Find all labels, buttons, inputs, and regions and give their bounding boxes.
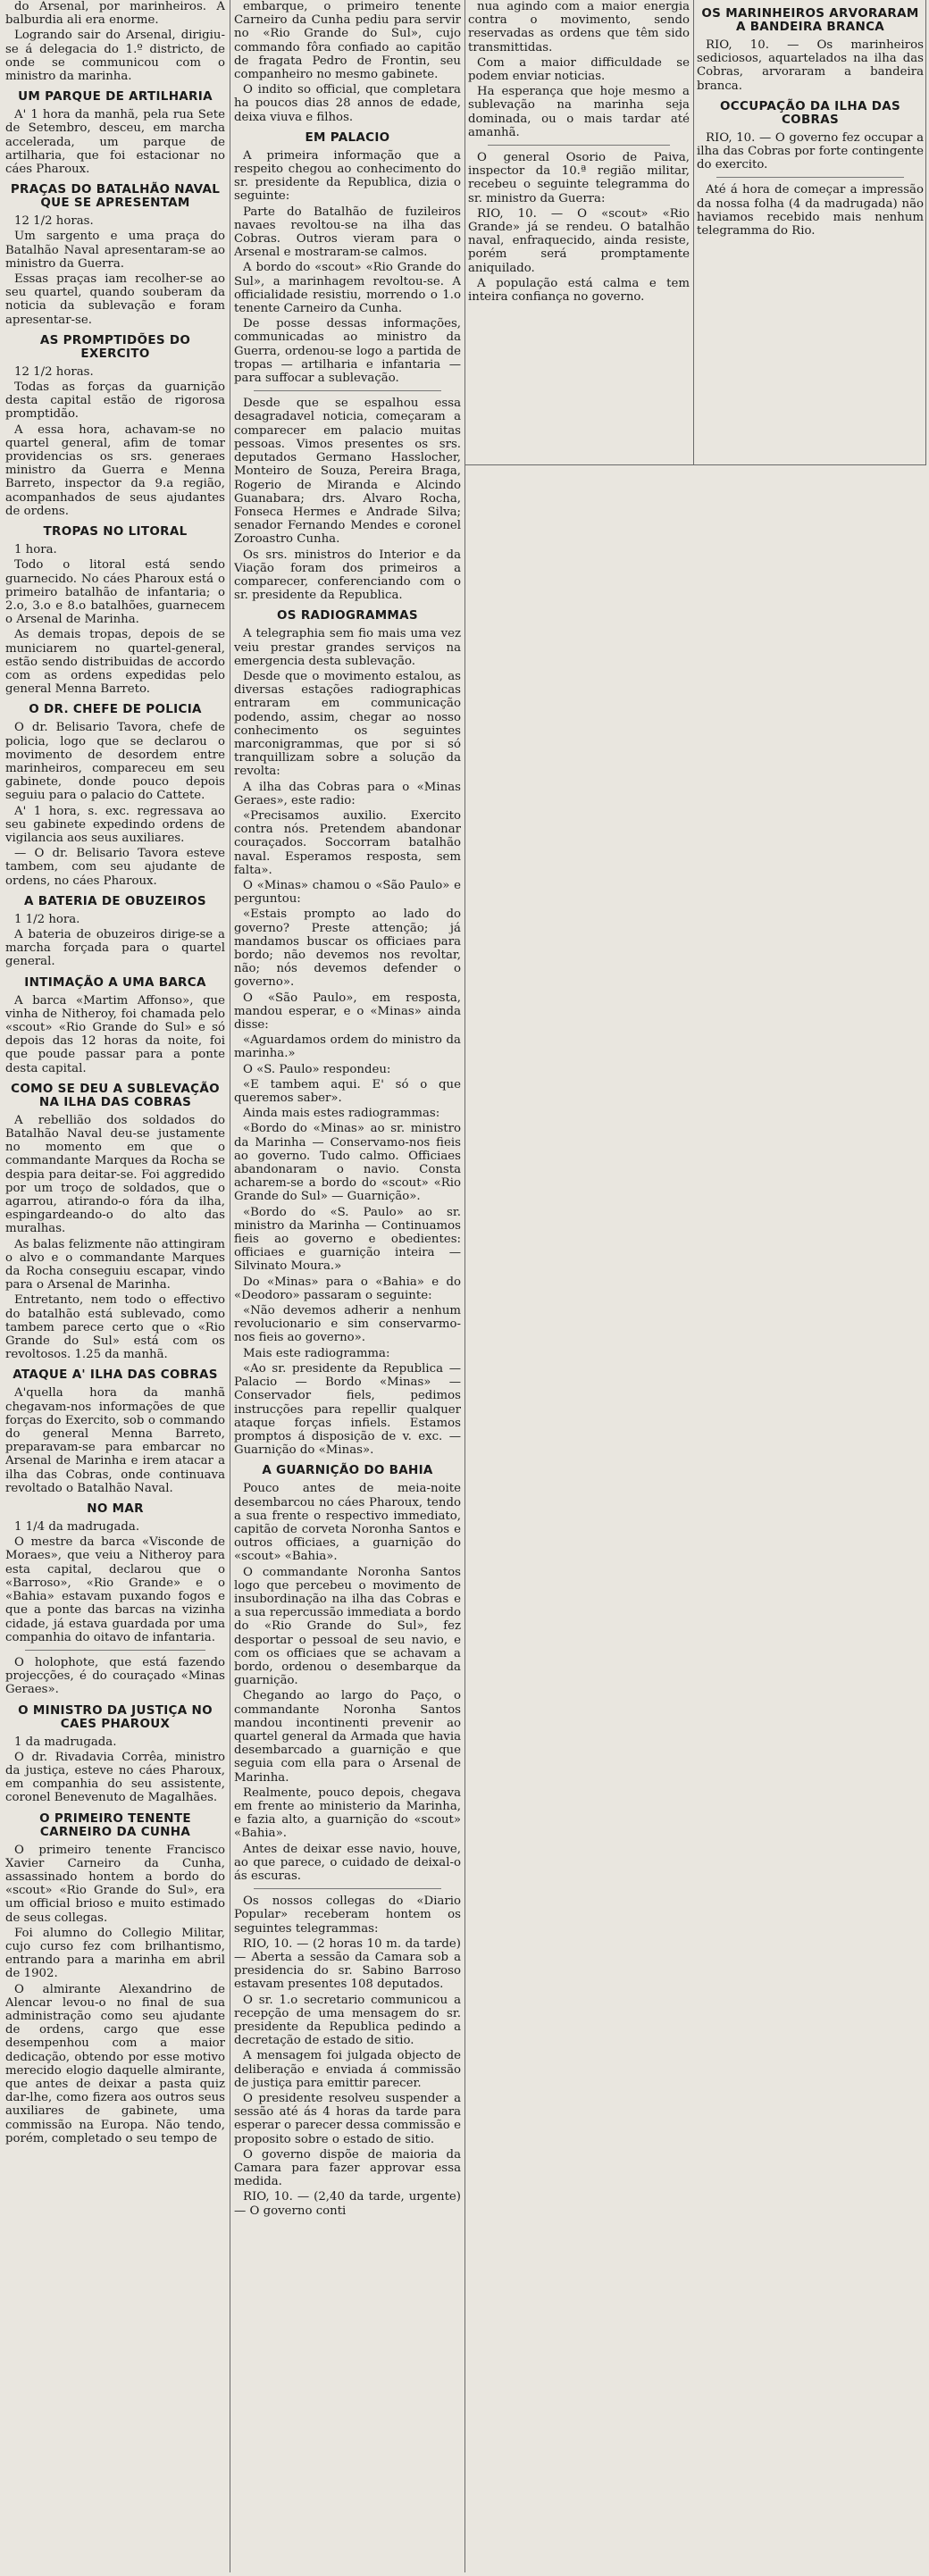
section-heading: NO MAR — [87, 1501, 144, 1517]
paragraph: O governo dispõe de maioria da Camara para fazer approvar essa medida. — [234, 2147, 461, 2189]
section-separator — [25, 1650, 205, 1651]
paragraph: «Não devemos adherir a nenhum revolucionario e sim conservarmo-nos fieis ao governo». — [234, 1304, 461, 1345]
section-separator — [716, 177, 904, 178]
paragraph: Ainda mais estes radiogrammas: — [243, 1107, 440, 1121]
paragraph: RIO, 10. — O governo fez occupar a ilha das Cobras por forte contingente do exercito. — [697, 130, 924, 172]
paragraph: O commandante Noronha Santos logo que percebeu o movimento de insubordinação na ilha das Cobras e a sua repercussão immediata a bordo do «Rio Grande do Sul», fez desportar o pessoal de seu navio, e com os officiaes que se achavam a bordo, ordenou o desembarque da guarnição. — [234, 1565, 461, 1688]
section-heading: PRAÇAS DO BATALHÃO NAVAL QUE SE APRESENTAM — [10, 182, 221, 211]
paragraph: «Bordo do «Minas» ao sr. ministro da Marinha — Conservamo-nos fieis ao governo. Tudo calmo. Officiaes abandonaram o navio. Consta acharem-se a bordo do «scout» «Rio Grande do Sul» — Guarnição». — [234, 1122, 461, 1204]
paragraph: Com a maior difficuldade se podem enviar noticias. — [468, 55, 690, 84]
paragraph: A bordo do «scout» «Rio Grande do Sul», a marinhagem revoltou-se. A officialidade resistiu, morrendo o 1.o tenente Carneiro da Cunha. — [234, 261, 461, 316]
paragraph: A rebellião dos soldados do Batalhão Naval deu-se justamente no momento em que o commandante Marques da Rocha se despia para deitar-se. Foi aggredido por um troço de soldados, que o agarrou, atirando-o fóra da ilha, espingardeando-o do alto das muralhas. — [5, 1113, 225, 1236]
paragraph: Parte do Batalhão de fuzileiros navaes revoltou-se na ilha das Cobras. Outros vieram para o Arsenal e mostraram-se calmos. — [234, 205, 461, 260]
paragraph: O mestre da barca «Visconde de Moraes», que veiu a Nitheroy para esta capital, declarou que o «Barroso», «Rio Grande» e o «Bahia» estavam puxando fogos e que a ponte das barcas na vizinha cidade, já estava guardada por uma companhia do oitavo de infantaria. — [5, 1535, 225, 1644]
section-heading: OS MARINHEIROS ARVORARAM A BANDEIRA BRANCA — [701, 6, 919, 34]
section-heading: OCCUPAÇÃO DA ILHA DAS COBRAS — [720, 98, 900, 127]
column-2 — [234, 0, 461, 2572]
paragraph: O «São Paulo», em resposta, mandou esperar, e o «Minas» ainda disse: — [234, 991, 461, 1033]
section-heading: A BATERIA DE OBUZEIROS — [24, 893, 206, 908]
paragraph: «E tambem aqui. E' só o que queremos saber». — [234, 1077, 461, 1106]
paragraph: 1 hora. — [14, 543, 57, 557]
section-separator — [254, 1888, 441, 1889]
paragraph: As balas felizmente não attingiram o alvo e o commandante Marques da Rocha conseguiu escapar, vindo para o Arsenal de Marinha. — [5, 1237, 225, 1292]
paragraph: Entretanto, nem todo o effectivo do batalhão está sublevado, como tambem parece certo que o «Rio Grande do Sul» está com os revoltosos. 1.25 da manhã. — [5, 1293, 225, 1362]
paragraph: Ha esperança que hoje mesmo a sublevação na marinha seja dominada, ou o mais tardar até amanhã. — [468, 85, 690, 139]
paragraph: 12 1/2 horas. — [14, 364, 94, 379]
paragraph: O almirante Alexandrino de Alencar levou-o no final de sua administração como seu ajudante de ordens, cargo que esse desempenhou com a maior dedicação, obtendo por esse motivo merecido elogio daquelle almirante, que antes de deixar a pasta quiz dar-lhe, como fizera aos outros seus auxiliares de gabinete, uma commissão na Europa. Não tendo, porém, completado o seu tempo de — [5, 1982, 225, 2145]
paragraph: O «Minas» chamou o «São Paulo» e perguntou: — [234, 878, 461, 907]
paragraph: O indito so official, que completara ha poucos dias 28 annos de edade, deixa viuva e filhos. — [234, 83, 461, 124]
section-heading: A GUARNIÇÃO DO BAHIA — [262, 1463, 433, 1478]
paragraph: O primeiro tenente Francisco Xavier Carneiro da Cunha, assassinado hontem a bordo do «scout» «Rio Grande do Sul», era um official brioso e muito estimado de seus collegas. — [5, 1843, 225, 1925]
column-rule — [464, 0, 465, 2572]
paragraph: Chegando ao largo do Paço, o commandante Noronha Santos mandou incontinenti prevenir ao quartel general da Armada que havia desembarcado a guarnição e que seguia com ella para o Arsenal de Marinha. — [234, 1689, 461, 1785]
paragraph: O sr. 1.o secretario communicou a recepção de uma mensagem do sr. presidente da Republica pedindo a decretação de estado de sitio. — [234, 1993, 461, 2048]
paragraph: O «S. Paulo» respondeu: — [243, 1062, 391, 1076]
paragraph: A população está calma e tem inteira confiança no governo. — [468, 276, 690, 305]
section-heading: ATAQUE A' ILHA DAS COBRAS — [13, 1367, 218, 1383]
paragraph: A' 1 hora da manhã, pela rua Sete de Setembro, desceu, em marcha accelerada, um parque de artilharia, que foi estacionar no cáes Pharoux. — [5, 108, 225, 177]
paragraph: As demais tropas, depois de se municiarem no quartel-general, estão sendo distribuidas de accordo com as ordens expedidas pelo general Menna Barreto. — [5, 628, 225, 697]
column-3 — [468, 0, 690, 464]
paragraph: Realmente, pouco depois, chegava em frente ao ministerio da Marinha, e fazia alto, a guarnição do «scout» «Bahia». — [234, 1786, 461, 1841]
section-heading: UM PARQUE DE ARTILHARIA — [18, 89, 213, 105]
paragraph: RIO, 10. — (2 horas 10 m. da tarde) — Aberta a sessão da Camara sob a presidencia do sr. Sabino Barroso estavam presentes 108 deputados. — [234, 1936, 461, 1992]
paragraph: «Estais prompto ao lado do governo? Preste attenção; já mandamos buscar os officiaes para bordo; não devemos nos revoltar, não; nós devemos defender o governo». — [234, 907, 461, 990]
paragraph: RIO, 10. — (2,40 da tarde, urgente) — O governo conti — [234, 2190, 461, 2218]
paragraph: 12 1/2 horas. — [14, 214, 94, 229]
paragraph: Essas praças iam recolher-se ao seu quartel, quando souberam da noticia da sublevação e foram apresentar-se. — [5, 272, 225, 327]
paragraph: A mensagem foi julgada objecto de deliberação e enviada á commissão de justiça para emittir parecer. — [234, 2049, 461, 2090]
paragraph: O dr. Belisario Tavora, chefe de policia, logo que se declarou o movimento de desordem entre marinheiros, compareceu em seu gabinete, donde pouco depois seguiu para o palacio do Cattete. — [5, 721, 225, 803]
paragraph: nua agindo com a maior energia contra o movimento, sendo reservadas as ordens que têm sido transmittidas. — [468, 0, 690, 54]
paragraph: RIO, 10. — O «scout» «Rio Grande» já se rendeu. O batalhão naval, enfraquecido, ainda resiste, porém será promptamente aniquilado. — [468, 206, 690, 275]
paragraph: «Aguardamos ordem do ministro da marinha.» — [234, 1033, 461, 1061]
paragraph: A telegraphia sem fio mais uma vez veiu prestar grandes serviços na emergencia desta sublevação. — [234, 627, 461, 668]
paragraph: O general Osorio de Paiva, inspector da 10.ª região militar, recebeu o seguinte telegramma do sr. ministro da Guerra: — [468, 151, 690, 205]
section-heading: INTIMAÇÃO A UMA BARCA — [24, 974, 206, 990]
paragraph: do Arsenal, por marinheiros. A balburdia ali era enorme. — [5, 0, 225, 28]
paragraph: Foi alumno do Collegio Militar, cujo curso fez com brilhantismo, entrando para a marinha em abril de 1902. — [5, 1926, 225, 1981]
paragraph: A primeira informação que a respeito chegou ao conhecimento do sr. presidente da Republica, dizia o seguinte: — [234, 148, 461, 204]
paragraph: A ilha das Cobras para o «Minas Geraes», este radio: — [234, 780, 461, 807]
paragraph: Todas as forças da guarnição desta capital estão de rigorosa promptidão. — [5, 381, 225, 422]
column-end-rule — [464, 464, 926, 465]
paragraph: A'quella hora da manhã chegavam-nos informações de que forças do Exercito, sob o commando do general Menna Barreto, preparavam-se para embarcar no Arsenal de Marinha e irem atacar a ilha das Cobras, onde continuava revoltado o Batalhão Naval. — [5, 1386, 225, 1495]
paragraph: «Bordo do «S. Paulo» ao sr. ministro da Marinha — Continuamos fieis ao governo e obedientes: officiaes e guarnição inteira — Silvinato Moura.» — [234, 1205, 461, 1274]
paragraph: Pouco antes de meia-noite desembarcou no cáes Pharoux, tendo a sua frente o respectivo immediato, capitão de corveta Noronha Santos e outros officiaes, a guarnição do «scout» «Bahia». — [234, 1482, 461, 1564]
paragraph: Desde que se espalhou essa desagradavel noticia, começaram a comparecer em palacio muitas pessoas. Vimos presentes os srs. deputados Germano Hasslocher, Monteiro de Souza, Pereira Braga, Rogerio de Miranda e Alcindo Guanabara; drs. Alvaro Rocha, Fonseca Hermes e Andrade Silva; senador Fernando Mendes e coronel Zoroastro Cunha. — [234, 397, 461, 547]
section-heading: AS PROMPTIDÕES DO EXERCITO — [39, 332, 191, 361]
paragraph: A barca «Martim Affonso», que vinha de Nitheroy, foi chamada pelo «scout» «Rio Grande do Sul» e só depois das 12 horas da noite, foi que poude passar para a ponte desta capital. — [5, 993, 225, 1075]
paragraph: O dr. Rivadavia Corrêa, ministro da justiça, esteve no cáes Pharoux, em companhia do seu assistente, coronel Benevenuto de Magalhães. — [5, 1750, 225, 1805]
section-heading: EM PALACIO — [305, 130, 390, 145]
column-4 — [697, 0, 924, 464]
paragraph: 1 1/2 hora. — [14, 912, 80, 926]
paragraph: Do «Minas» para o «Bahia» e do «Deodoro» passaram o seguinte: — [234, 1275, 461, 1302]
section-separator — [488, 145, 670, 146]
paragraph: RIO, 10. — Os marinheiros sediciosos, aquartelados na ilha das Cobras, arvoraram a bandeira branca. — [697, 38, 924, 93]
column-1 — [5, 0, 225, 2572]
section-heading: OS RADIOGRAMMAS — [277, 608, 418, 623]
paragraph: A bateria de obuzeiros dirige-se a marcha forçada para o quartel general. — [5, 927, 225, 969]
paragraph: «Ao sr. presidente da Republica — Palacio — Bordo «Minas» — Conservador fiels, pedimos instrucções para repellir qualquer ataque forças infiels. Estamos promptos á disposição de v. exc. — Guarnição do «Minas». — [234, 1361, 461, 1458]
paragraph: 1 1/4 da madrugada. — [14, 1520, 140, 1535]
paragraph: Todo o litoral está sendo guarnecido. No cáes Pharoux está o primeiro batalhão de infantaria; o 2.o, 3.o e 8.o batalhões, guarnecem o Arsenal de Marinha. — [5, 558, 225, 627]
paragraph: Desde que o movimento estalou, as diversas estações radiographicas entraram em communicação podendo, assim, chegar ao nosso conhecimento os seguintes marconigrammas, que por si só tranquillizam sobre a solução da revolta: — [234, 669, 461, 779]
paragraph: Os srs. ministros do Interior e da Viação foram dos primeiros a comparecer, conferenciando com o sr. presidente da Republica. — [234, 548, 461, 603]
paragraph: Logrando sair do Arsenal, dirigiu-se á delegacia do 1.º districto, de onde se communicou com o ministro da marinha. — [5, 29, 225, 84]
section-heading: O DR. CHEFE DE POLICIA — [29, 702, 202, 717]
paragraph: 1 da madrugada. — [14, 1735, 117, 1749]
section-heading: O PRIMEIRO TENENTE CARNEIRO DA CUNHA — [39, 1811, 191, 1839]
paragraph: O presidente resolveu suspender a sessão até ás 4 horas da tarde para esperar o parecer dessa commissão e proposito sobre o estado de sitio. — [234, 2092, 461, 2146]
section-heading: O MINISTRO DA JUSTIÇA NO CAES PHAROUX — [18, 1702, 213, 1731]
paragraph: Antes de deixar esse navio, houve, ao que parece, o cuidado de deixal-o ás escuras. — [234, 1842, 461, 1883]
paragraph: De posse dessas informações, communicadas ao ministro da Guerra, ordenou-se logo a partida de tropas — artilharia e infantaria — para suffocar a sublevação. — [234, 317, 461, 386]
section-heading: COMO SE DEU A SUBLEVAÇÃO NA ILHA DAS COBRAS — [11, 1081, 220, 1109]
paragraph: O holophote, que está fazendo projecções, é do couraçado «Minas Geraes». — [5, 1655, 225, 1697]
column-rule — [693, 0, 694, 464]
paragraph: A' 1 hora, s. exc. regressava ao seu gabinete expedindo ordens de vigilancia aos seus auxiliares. — [5, 804, 225, 845]
paragraph: Um sargento e uma praça do Batalhão Naval apresentaram-se ao ministro da Guerra. — [5, 230, 225, 271]
paragraph: «Precisamos auxilio. Exercito contra nós. Pretendem abandonar couraçados. Soccorram batalhão naval. Esperamos resposta, sem falta». — [234, 808, 461, 877]
paragraph: Mais este radiogramma: — [243, 1346, 390, 1360]
section-separator — [254, 390, 441, 391]
paragraph: Os nossos collegas do «Diario Popular» receberam hontem os seguintes telegrammas: — [234, 1894, 461, 1936]
paragraph: embarque, o primeiro tenente Carneiro da Cunha pediu para servir no «Rio Grande do Sul», cujo commando fôra confiado ao capitão de fragata Pedro de Frontin, seu companheiro no mesmo gabinete. — [234, 0, 461, 82]
column-rule — [925, 0, 926, 464]
paragraph: Até á hora de começar a impressão da nossa folha (4 da madrugada) não haviamos recebido mais nenhum telegramma do Rio. — [697, 183, 924, 238]
paragraph: A essa hora, achavam-se no quartel general, afim de tomar providencias os srs. generaes ministro da Guerra e Menna Barreto, inspector da 9.a região, acompanhados de seus ajudantes de ordens. — [5, 422, 225, 518]
paragraph: — O dr. Belisario Tavora esteve tambem, com seu ajudante de ordens, no cáes Pharoux. — [5, 847, 225, 888]
section-heading: TROPAS NO LITORAL — [43, 524, 188, 539]
